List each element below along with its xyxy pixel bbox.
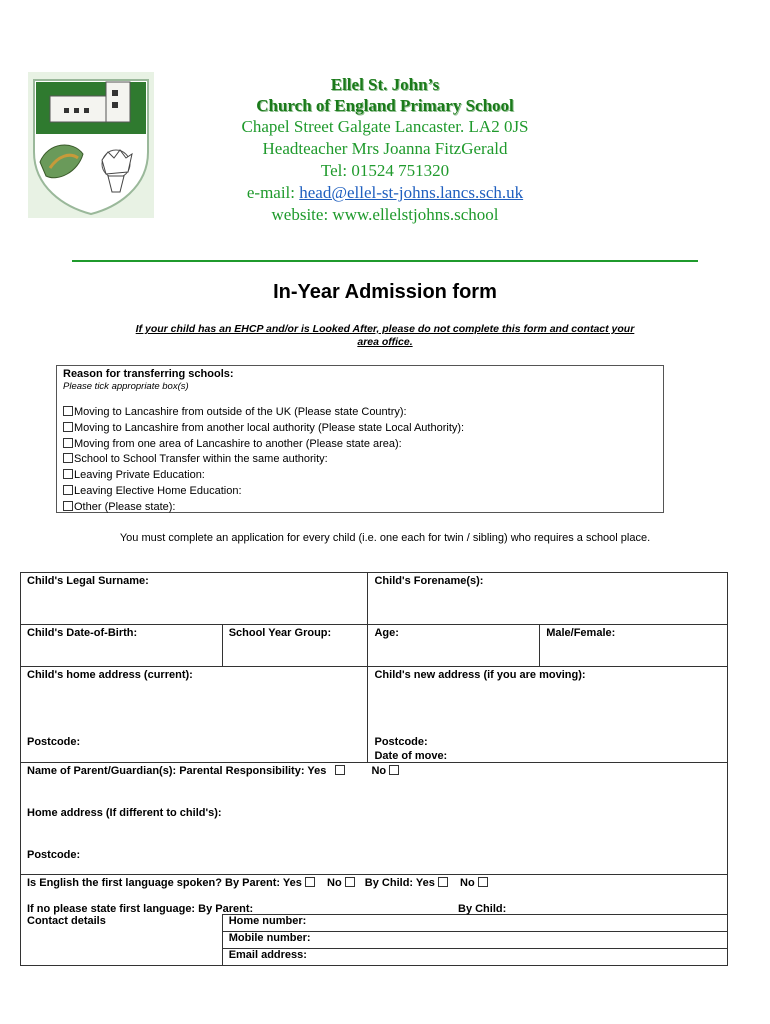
- year-group-field[interactable]: School Year Group:: [222, 625, 368, 667]
- parent-details-field[interactable]: [21, 763, 728, 875]
- reason-for-transfer-box: [56, 365, 664, 513]
- english-question-label: Is English the first language spoken? By Parent: Yes: [27, 877, 302, 889]
- email-label: e-mail:: [246, 183, 300, 202]
- checkbox-icon[interactable]: [389, 765, 399, 775]
- reason-subtitle: Please tick appropriate box(s): [63, 381, 189, 392]
- school-name-line1: Ellel St. John’s: [330, 75, 440, 94]
- contact-details-label: Contact details: [21, 915, 223, 966]
- checkbox-icon[interactable]: [63, 453, 73, 463]
- checkbox-icon[interactable]: [335, 765, 345, 775]
- gender-field[interactable]: Male/Female:: [540, 625, 728, 667]
- table-row: [21, 763, 728, 875]
- home-address-label: Child's home address (current):: [27, 669, 193, 681]
- parent-name-line: [27, 765, 721, 777]
- reason-title: Reason for transferring schools:: [63, 368, 234, 380]
- school-website: website: www.ellelstjohns.school: [271, 205, 499, 224]
- forenames-field[interactable]: Child's Forename(s):: [368, 573, 728, 625]
- school-crest-logo: [28, 72, 154, 218]
- reason-option: Leaving Private Education:: [63, 468, 657, 484]
- by-parent-label: By Parent:: [198, 903, 254, 915]
- first-language-label: If no please state first language:: [27, 903, 196, 915]
- parent-name-label: Name of Parent/Guardian(s): Parental Responsibility: Yes: [27, 765, 327, 777]
- new-address-label: Child's new address (if you are moving):: [374, 669, 586, 681]
- notice-line-2: area office.: [357, 336, 413, 348]
- table-row: [21, 875, 728, 915]
- checkbox-icon[interactable]: [63, 485, 73, 495]
- first-language-line: [27, 903, 507, 915]
- checkbox-icon[interactable]: [478, 877, 488, 887]
- reason-option: Leaving Elective Home Education:: [63, 484, 657, 500]
- header-divider: [72, 260, 698, 262]
- table-row: [21, 667, 728, 763]
- checkbox-icon[interactable]: [63, 438, 73, 448]
- form-title: In-Year Admission form: [273, 281, 497, 303]
- checkbox-icon[interactable]: [63, 406, 73, 416]
- checkbox-icon[interactable]: [305, 877, 315, 887]
- legal-surname-field[interactable]: Child's Legal Surname:: [21, 573, 368, 625]
- home-number-field[interactable]: Home number:: [222, 915, 727, 932]
- age-field[interactable]: Age:: [368, 625, 540, 667]
- dob-field[interactable]: Child's Date-of-Birth:: [21, 625, 223, 667]
- checkbox-icon[interactable]: [438, 877, 448, 887]
- one-application-per-child-instruction: You must complete an application for every child (i.e. one each for twin / sibling) who requires a school place.: [119, 532, 651, 544]
- table-row: [21, 915, 728, 932]
- home-address-field[interactable]: [21, 667, 368, 763]
- no-label: No: [371, 765, 387, 777]
- reason-option: Moving to Lancashire from outside of the UK (Please state Country):: [63, 405, 657, 421]
- parent-home-address-label: Home address (If different to child's):: [27, 807, 222, 819]
- child-details-table: [20, 572, 728, 966]
- new-postcode-label: Postcode:: [374, 736, 428, 748]
- table-row: [21, 573, 728, 625]
- reason-option: Other (Please state):: [63, 500, 657, 516]
- table-row: [21, 625, 728, 667]
- reason-option: School to School Transfer within the same authority:: [63, 452, 657, 468]
- mobile-number-field[interactable]: Mobile number:: [222, 932, 727, 949]
- ehcp-notice: [78, 323, 692, 349]
- school-address: Chapel Street Galgate Lancaster. LA2 0JS: [241, 117, 529, 136]
- school-email-line: [180, 182, 590, 204]
- first-language-field[interactable]: [21, 875, 728, 915]
- reason-option: Moving from one area of Lancashire to another (Please state area):: [63, 437, 657, 453]
- reason-option: Moving to Lancashire from another local authority (Please state Local Authority):: [63, 421, 657, 437]
- school-telephone: Tel: 01524 751320: [320, 161, 450, 180]
- postcode-label: Postcode:: [27, 736, 81, 748]
- email-address-field[interactable]: Email address:: [222, 949, 727, 966]
- checkbox-icon[interactable]: [63, 422, 73, 432]
- checkbox-icon[interactable]: [63, 501, 73, 511]
- english-question-line: Is English the first language spoken? By Parent: Yes No By Child: Yes No: [27, 877, 721, 889]
- checkbox-icon[interactable]: [345, 877, 355, 887]
- new-address-field[interactable]: [368, 667, 728, 763]
- notice-line-1: If your child has an EHCP and/or is Looked After, please do not complete this form and contact your: [135, 323, 635, 335]
- email-link[interactable]: head@ellel-st-johns.lancs.sch.uk: [299, 183, 524, 202]
- checkbox-icon[interactable]: [63, 469, 73, 479]
- parent-postcode-label: Postcode:: [27, 849, 81, 861]
- date-of-move-label: Date of move:: [374, 750, 448, 762]
- school-header: [180, 74, 590, 226]
- headteacher: Headteacher Mrs Joanna FitzGerald: [262, 139, 508, 158]
- school-name-line2: Church of England Primary School: [256, 96, 514, 115]
- by-child-label: By Child:: [458, 903, 507, 915]
